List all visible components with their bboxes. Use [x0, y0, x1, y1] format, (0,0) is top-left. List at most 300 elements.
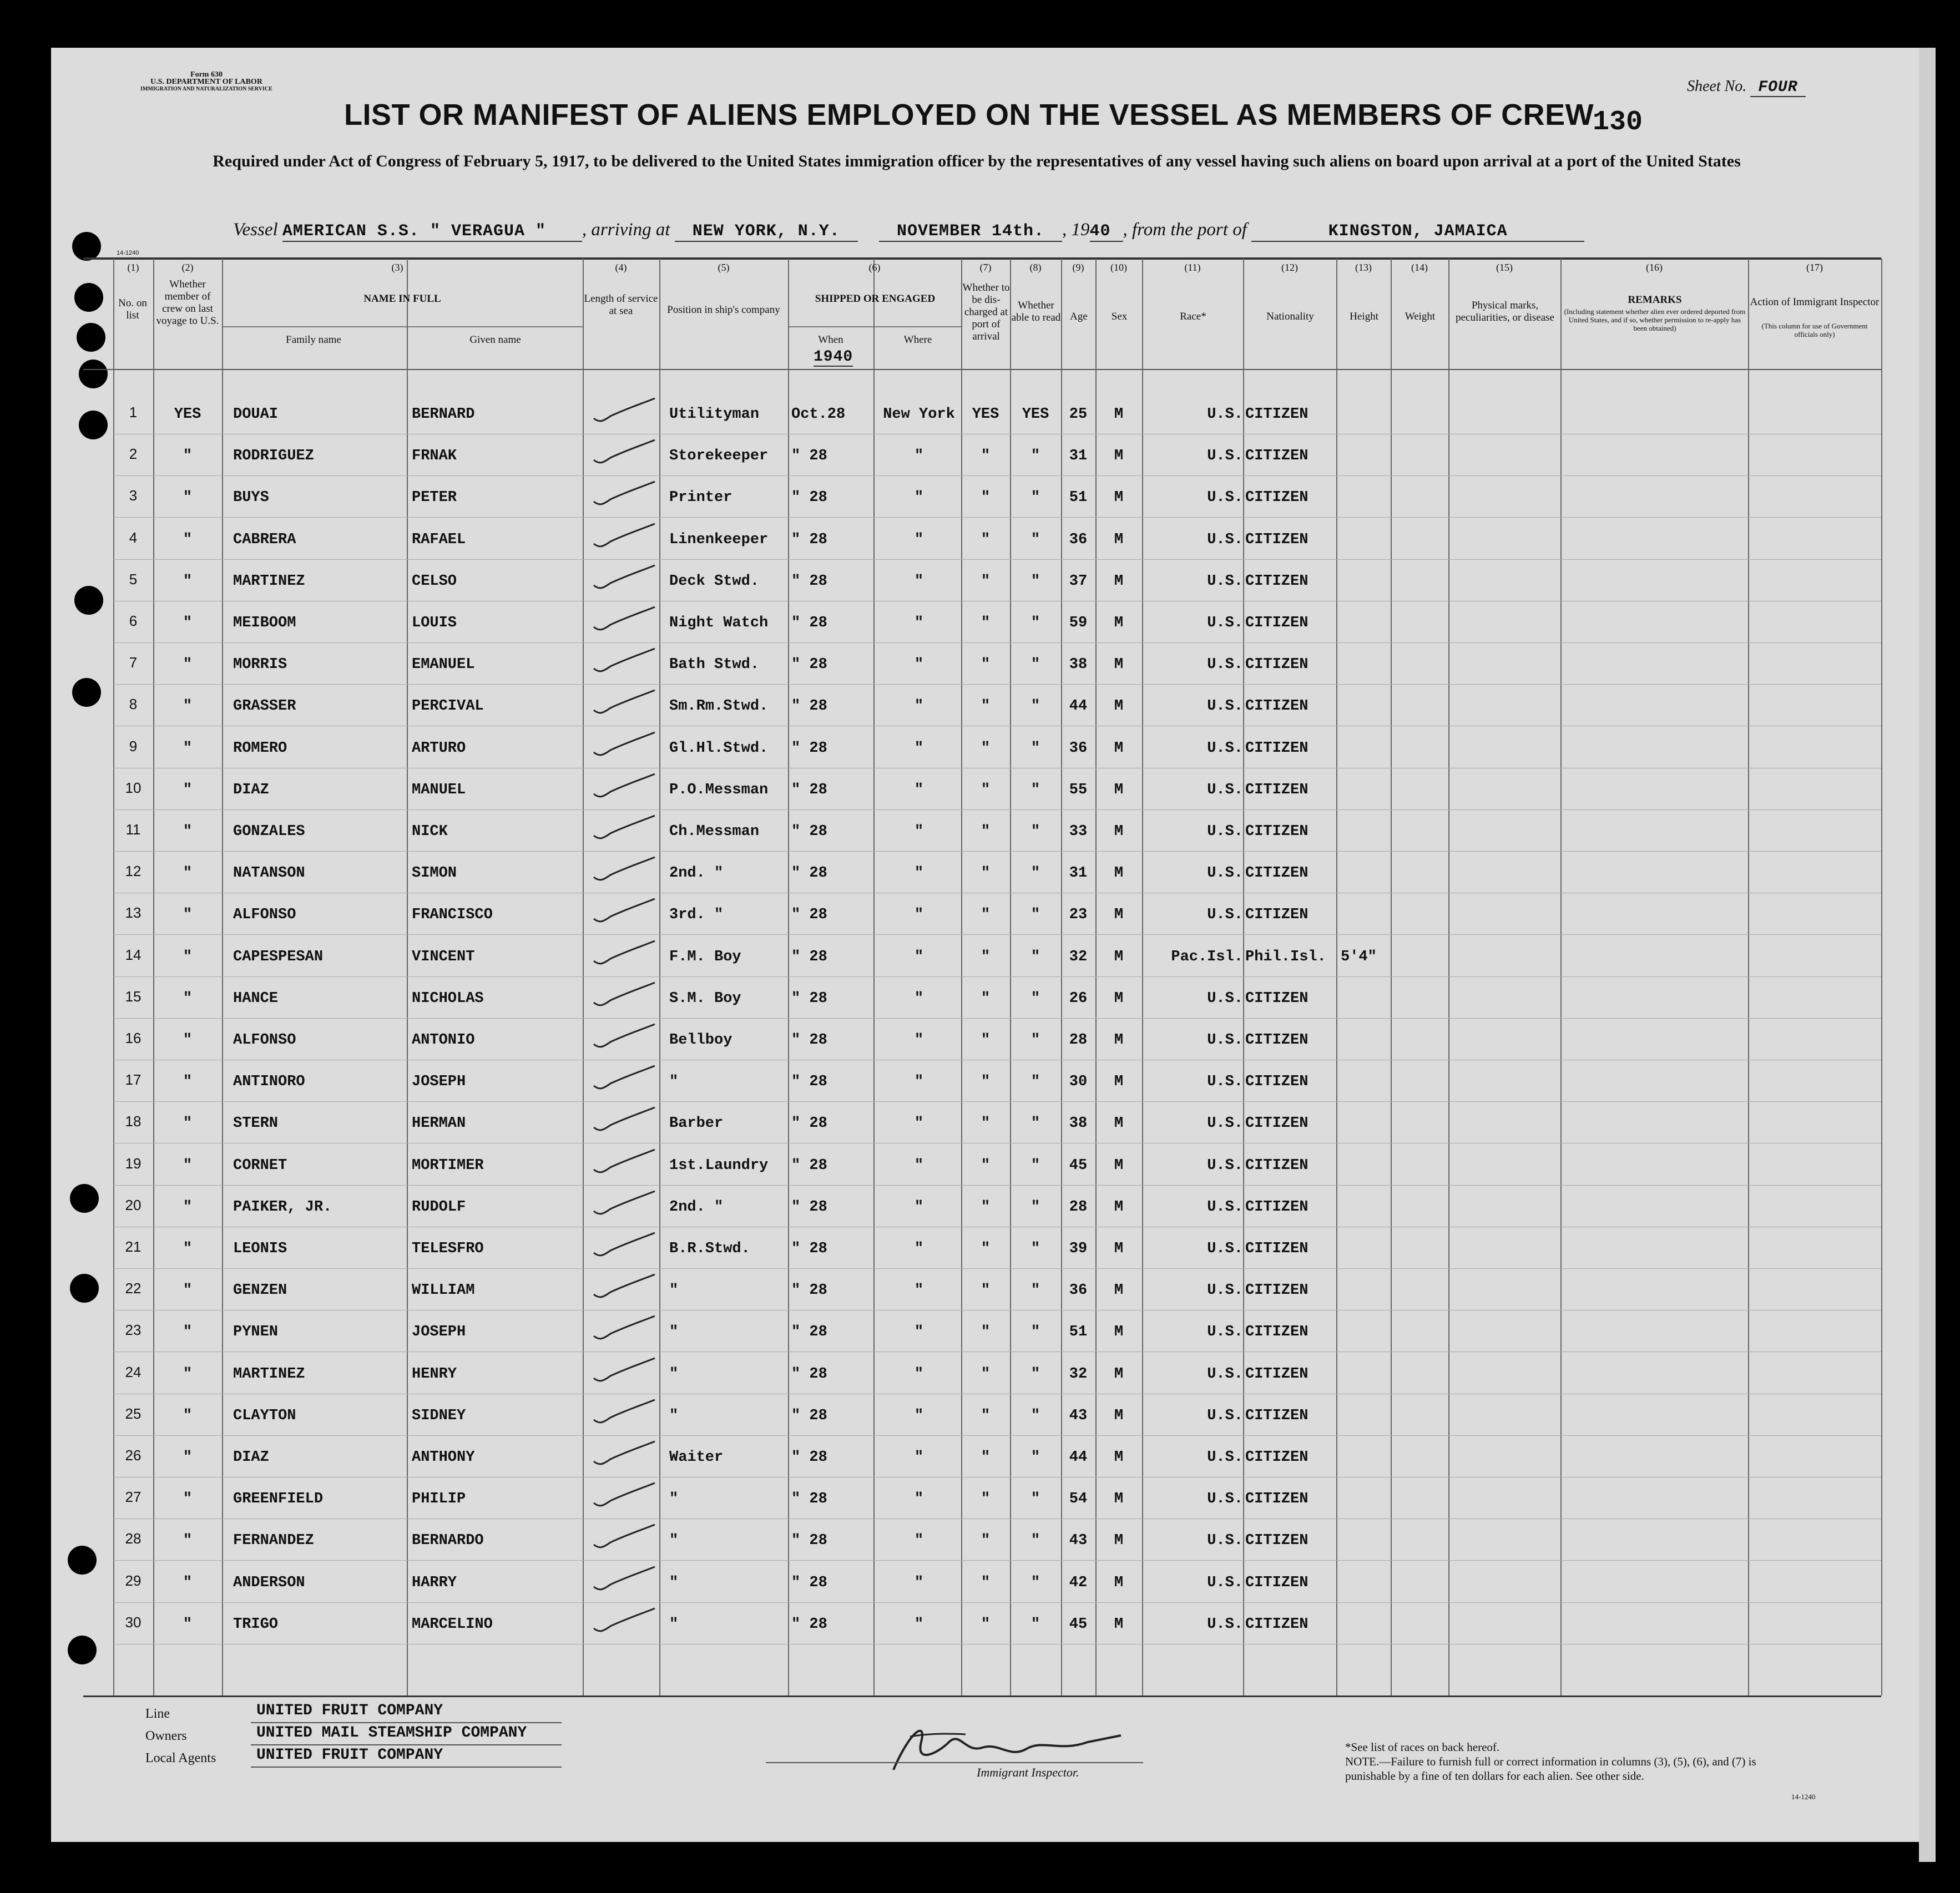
cell-sex: M [1114, 615, 1124, 631]
cell-age: 43 [1069, 1532, 1088, 1550]
cell-discharged: " [981, 1241, 991, 1257]
service-check-mark [588, 894, 660, 928]
sheet-value: FOUR [1750, 79, 1805, 97]
hdr-sex: Sex [1111, 311, 1128, 322]
cell-when-shipped: " 28 [791, 1032, 827, 1049]
cell-given-name: CELSO [412, 573, 457, 590]
form-id-block [123, 71, 290, 93]
cell-when-shipped: " 28 [791, 573, 827, 590]
cell-nationality: CITIZEN [1245, 865, 1309, 882]
cell-race: U.S. [1207, 1157, 1243, 1174]
name-sub-rule [222, 326, 583, 327]
cell-member-last-voyage: " [183, 823, 193, 840]
cell-given-name: HENRY [412, 1365, 457, 1383]
cell-position: " [669, 1407, 679, 1424]
vessel-row [233, 220, 1584, 242]
cell-member-last-voyage: " [183, 1032, 193, 1049]
row-number: 10 [125, 779, 142, 796]
cell-race: U.S. [1207, 573, 1243, 590]
column-divider [961, 259, 962, 1695]
vessel-label: Vessel [233, 220, 278, 240]
line-label: Line [145, 1707, 170, 1721]
cell-given-name: SIMON [412, 865, 457, 882]
row-number: 23 [125, 1322, 142, 1339]
owners-underline [251, 1744, 562, 1745]
service-check-mark [588, 1562, 660, 1596]
cell-position: Sm.Rm.Stwd. [669, 698, 769, 715]
cell-age: 31 [1069, 865, 1088, 882]
row-number: 21 [125, 1238, 142, 1255]
cell-sex: M [1114, 656, 1124, 674]
service-check-mark [588, 1061, 660, 1095]
cell-sex: M [1114, 1491, 1124, 1508]
cell-when-shipped: " 28 [791, 448, 827, 465]
cell-given-name: NICHOLAS [412, 990, 484, 1007]
cell-position: " [669, 1616, 679, 1633]
cell-sex: M [1114, 489, 1124, 507]
service-check-mark [588, 728, 660, 761]
cell-where-shipped: " [914, 740, 924, 757]
cell-sex: M [1114, 1198, 1124, 1216]
cell-where-shipped: " [914, 1407, 924, 1424]
cell-race: U.S. [1207, 448, 1243, 465]
cell-race: U.S. [1207, 489, 1243, 507]
cell-where-shipped: " [914, 1365, 924, 1383]
cell-discharged: " [981, 1074, 991, 1091]
cell-member-last-voyage: " [183, 1074, 193, 1091]
cell-discharged: " [981, 1324, 991, 1341]
cell-nationality: CITIZEN [1245, 656, 1309, 674]
cell-age: 38 [1069, 656, 1088, 674]
cell-nationality: CITIZEN [1245, 1115, 1309, 1132]
column-divider [1881, 259, 1882, 1695]
row-rule [113, 1268, 1881, 1269]
cell-nationality: CITIZEN [1245, 489, 1309, 507]
cell-family-name: BUYS [233, 489, 269, 507]
cell-discharged: " [981, 948, 991, 965]
cell-able-read: " [1030, 489, 1040, 507]
cell-member-last-voyage: " [183, 1115, 193, 1132]
service-check-mark [588, 519, 660, 553]
row-number: 22 [125, 1280, 142, 1297]
cell-nationality: CITIZEN [1245, 1324, 1309, 1341]
cell-age: 31 [1069, 448, 1088, 465]
cell-given-name: TELESFRO [412, 1241, 484, 1257]
cell-position: Bellboy [669, 1032, 733, 1049]
column-number: (9) [1072, 262, 1084, 273]
cell-where-shipped: " [914, 698, 924, 715]
cell-age: 36 [1069, 531, 1088, 548]
cell-age: 28 [1069, 1032, 1088, 1049]
column-number: (16) [1646, 262, 1663, 273]
cell-nationality: CITIZEN [1245, 573, 1309, 590]
cell-member-last-voyage: " [183, 865, 193, 882]
cell-age: 32 [1069, 948, 1088, 965]
cell-member-last-voyage: " [183, 1491, 193, 1508]
race-note: *See list of races on back hereof. [1345, 1740, 1500, 1754]
cell-race: U.S. [1207, 1032, 1243, 1049]
column-number: (7) [979, 262, 992, 273]
cell-able-read: " [1030, 1198, 1040, 1216]
hdr-height: Height [1350, 311, 1378, 322]
cell-when-shipped: " 28 [791, 823, 827, 840]
row-rule [113, 475, 1881, 476]
cell-sex: M [1114, 1115, 1124, 1132]
hdr-discharged: Whether to be dis- charged at port of arrival [962, 282, 1010, 342]
cell-when-shipped: " 28 [791, 1074, 827, 1091]
cell-position: P.O.Messman [669, 781, 769, 798]
cell-discharged: " [981, 573, 991, 590]
cell-given-name: FRANCISCO [412, 907, 493, 924]
cell-nationality: CITIZEN [1245, 823, 1309, 840]
cell-able-read: " [1030, 1532, 1040, 1550]
table-top-rule [83, 257, 1881, 260]
cell-family-name: MEIBOOM [233, 615, 296, 631]
page-title: LIST OR MANIFEST OF ALIENS EMPLOYED ON THE VESSEL AS MEMBERS OF CREW [344, 98, 1594, 131]
cell-sex: M [1114, 1032, 1124, 1049]
cell-sex: M [1114, 406, 1124, 423]
cell-age: 36 [1069, 740, 1088, 757]
service-name: IMMIGRATION AND NATURALIZATION SERVICE [140, 86, 272, 92]
cell-when-shipped: " 28 [791, 1282, 827, 1299]
cell-given-name: VINCENT [412, 948, 475, 965]
cell-where-shipped: " [914, 448, 924, 465]
cell-nationality: CITIZEN [1245, 1574, 1309, 1591]
cell-race: U.S. [1207, 615, 1243, 631]
cell-sex: M [1114, 865, 1124, 882]
hdr-name-in-full: NAME IN FULL [363, 293, 441, 305]
cell-position: " [669, 1282, 679, 1299]
service-check-mark [588, 770, 660, 803]
cell-where-shipped: " [914, 1074, 924, 1091]
hdr-nationality: Nationality [1266, 311, 1314, 322]
cell-family-name: ANTINORO [233, 1074, 305, 1091]
cell-when-shipped: " 28 [791, 1115, 827, 1132]
cell-discharged: " [981, 1449, 991, 1466]
cell-given-name: ARTURO [412, 740, 466, 757]
cell-when-shipped: " 28 [791, 740, 827, 757]
hdr-action-sub: (This column for use of Government officials only) [1761, 322, 1868, 338]
cell-given-name: MORTIMER [412, 1157, 484, 1174]
column-divider [583, 259, 584, 1695]
cell-position: F.M. Boy [669, 948, 741, 965]
cell-able-read: " [1030, 615, 1040, 631]
fine-note: NOTE.—Failure to furnish full or correct information in columns (3), (5), (6), and (7) is punishable by a fine of ten dollars for each alien. See other side. [1345, 1755, 1756, 1783]
cell-family-name: ALFONSO [233, 1032, 296, 1049]
cell-family-name: GRASSER [233, 698, 296, 715]
cell-where-shipped: New York [883, 406, 955, 423]
cell-age: 23 [1069, 907, 1088, 924]
column-divider [1448, 259, 1449, 1695]
column-number: (1) [127, 262, 139, 273]
cell-given-name: JOSEPH [412, 1324, 466, 1341]
cell-family-name: GONZALES [233, 823, 305, 840]
cell-given-name: ANTONIO [412, 1032, 475, 1049]
cell-nationality: CITIZEN [1245, 1616, 1309, 1633]
cell-position: Storekeeper [669, 448, 769, 465]
punch-hole [74, 283, 103, 312]
cell-position: " [669, 1365, 679, 1383]
cell-race: U.S. [1207, 1365, 1243, 1383]
department-name: U.S. DEPARTMENT OF LABOR [150, 78, 262, 86]
cell-given-name: FRNAK [412, 448, 457, 465]
row-number: 11 [125, 821, 141, 838]
cell-nationality: CITIZEN [1245, 1449, 1309, 1466]
cell-when-shipped: " 28 [791, 781, 827, 798]
cell-given-name: WILLIAM [412, 1282, 475, 1299]
cell-when-shipped: " 28 [791, 1449, 827, 1466]
cell-member-last-voyage: " [183, 781, 193, 798]
cell-age: 54 [1069, 1491, 1088, 1508]
column-number: (15) [1496, 262, 1513, 273]
agents-underline [251, 1767, 562, 1768]
hdr-given-name: Given name [469, 334, 521, 346]
column-divider [222, 259, 223, 1695]
row-number: 24 [125, 1363, 142, 1380]
cell-nationality: CITIZEN [1245, 531, 1309, 548]
cell-given-name: JOSEPH [412, 1074, 466, 1091]
cell-discharged: " [981, 781, 991, 798]
cell-family-name: RODRIGUEZ [233, 448, 314, 465]
cell-where-shipped: " [914, 1157, 924, 1174]
cell-position: " [669, 1574, 679, 1591]
cell-discharged: YES [972, 406, 999, 423]
cell-able-read: " [1030, 1241, 1040, 1257]
cell-family-name: ALFONSO [233, 907, 296, 924]
cell-where-shipped: " [914, 948, 924, 965]
cell-nationality: CITIZEN [1245, 1491, 1309, 1508]
service-check-mark [588, 644, 660, 677]
cell-age: 59 [1069, 615, 1088, 631]
cell-race: U.S. [1207, 1324, 1243, 1341]
cell-where-shipped: " [914, 489, 924, 507]
service-check-mark [588, 1520, 660, 1553]
service-check-mark [588, 561, 660, 594]
row-rule [113, 1185, 1881, 1186]
cell-nationality: CITIZEN [1245, 990, 1309, 1007]
cell-able-read: " [1030, 865, 1040, 882]
cell-when-shipped: " 28 [791, 1532, 827, 1550]
cell-age: 51 [1069, 489, 1088, 507]
cell-able-read: " [1030, 1491, 1040, 1508]
cell-where-shipped: " [914, 1282, 924, 1299]
cell-when-shipped: " 28 [791, 1574, 827, 1591]
cell-family-name: CORNET [233, 1157, 287, 1174]
from-port-label: , from the port of [1123, 220, 1247, 240]
cell-able-read: " [1030, 990, 1040, 1007]
inspector-signature-line [766, 1762, 1143, 1763]
service-check-mark [588, 603, 660, 636]
column-divider [1560, 259, 1562, 1695]
cell-age: 45 [1069, 1616, 1088, 1633]
cell-position: " [669, 1324, 679, 1341]
cell-given-name: HARRY [412, 1574, 457, 1591]
row-rule [113, 1101, 1881, 1102]
cell-sex: M [1114, 1074, 1124, 1091]
cell-given-name: MANUEL [412, 781, 466, 798]
cell-given-name: PERCIVAL [412, 698, 484, 715]
cell-height: 5'4" [1341, 948, 1377, 965]
cell-nationality: CITIZEN [1245, 615, 1309, 631]
row-rule [113, 1602, 1881, 1603]
cell-able-read: " [1030, 1574, 1040, 1591]
column-divider [1061, 259, 1062, 1695]
cell-race: U.S. [1207, 823, 1243, 840]
cell-sex: M [1114, 531, 1124, 548]
column-number: (3) [391, 262, 403, 273]
cell-given-name: MARCELINO [412, 1616, 493, 1633]
cell-sex: M [1114, 1574, 1124, 1591]
cell-position: Linenkeeper [669, 531, 769, 548]
cell-position: " [669, 1074, 679, 1091]
cell-position: Barber [669, 1115, 724, 1132]
cell-when-shipped: " 28 [791, 615, 827, 631]
cell-race: U.S. [1207, 1115, 1243, 1132]
hdr-age: Age [1070, 311, 1088, 322]
cell-sex: M [1114, 1616, 1124, 1633]
cell-discharged: " [981, 698, 991, 715]
service-check-mark [588, 394, 660, 427]
cell-member-last-voyage: " [183, 1449, 193, 1466]
cell-where-shipped: " [914, 1241, 924, 1257]
row-rule [113, 559, 1881, 560]
cell-discharged: " [981, 1532, 991, 1550]
cell-family-name: CLAYTON [233, 1407, 296, 1424]
cell-family-name: PAIKER, JR. [233, 1198, 332, 1216]
cell-member-last-voyage: " [183, 990, 193, 1007]
column-divider [1243, 259, 1244, 1695]
row-rule [113, 642, 1881, 643]
cell-able-read: " [1030, 656, 1040, 674]
hdr-member-last-voyage: Whether member of crew on last voyage to U.S. [156, 279, 219, 327]
cell-member-last-voyage: " [183, 1574, 193, 1591]
table-bottom-rule [83, 1695, 1881, 1697]
cell-sex: M [1114, 781, 1124, 798]
owners-label: Owners [145, 1729, 187, 1743]
arrival-year: 40 [1090, 222, 1123, 242]
cell-given-name: PHILIP [412, 1491, 466, 1508]
row-rule [113, 1560, 1881, 1561]
cell-able-read: " [1030, 1115, 1040, 1132]
cell-where-shipped: " [914, 865, 924, 882]
service-check-mark [588, 853, 660, 886]
cell-nationality: CITIZEN [1245, 1157, 1309, 1174]
page-subtitle: Required under Act of Congress of February 5, 1917, to be delivered to the United States immigration officer by the representatives of any vessel having such aliens on board upon arrival at a port of the United States [213, 152, 1741, 170]
row-number: 3 [129, 487, 138, 504]
cell-where-shipped: " [914, 1574, 924, 1591]
cell-where-shipped: " [914, 907, 924, 924]
row-number: 9 [129, 737, 138, 755]
cell-member-last-voyage: " [183, 656, 193, 674]
column-divider [873, 259, 875, 1695]
cell-member-last-voyage: " [183, 489, 193, 507]
cell-race: U.S. [1207, 1491, 1243, 1508]
cell-when-shipped: " 28 [791, 1198, 827, 1216]
vessel-name: AMERICAN S.S. " VERAGUA " [282, 222, 582, 242]
cell-able-read: " [1030, 1324, 1040, 1341]
cell-where-shipped: " [914, 823, 924, 840]
cell-family-name: DOUAI [233, 406, 279, 423]
cell-given-name: SIDNEY [412, 1407, 466, 1424]
cell-family-name: LEONIS [233, 1241, 287, 1257]
cell-position: S.M. Boy [669, 990, 741, 1007]
cell-given-name: RUDOLF [412, 1198, 466, 1216]
hdr-action-inspector: Action of Immigrant Inspector [1750, 296, 1880, 308]
hdr-remarks-sub: (Including statement whether alien ever ordered deported from United States, and if so, whether permission to re-apply has been obtained) [1564, 307, 1746, 332]
cell-when-shipped: " 28 [791, 948, 827, 965]
cell-family-name: GREENFIELD [233, 1491, 324, 1508]
cell-age: 37 [1069, 573, 1088, 590]
cell-where-shipped: " [914, 781, 924, 798]
cell-where-shipped: " [914, 531, 924, 548]
cell-race: U.S. [1207, 1407, 1243, 1424]
agents-value: UNITED FRUIT COMPANY [256, 1747, 443, 1764]
row-number: 15 [125, 988, 142, 1005]
hdr-race: Race* [1180, 311, 1206, 322]
row-rule [113, 809, 1881, 810]
cell-family-name: HANCE [233, 990, 279, 1007]
column-divider [1095, 259, 1097, 1695]
cell-discharged: " [981, 1365, 991, 1383]
row-number: 1 [129, 404, 138, 421]
sheet-label: Sheet No. [1687, 78, 1747, 95]
cell-given-name: LOUIS [412, 615, 457, 631]
header-bottom-rule [83, 369, 1881, 370]
cell-able-read: " [1030, 531, 1040, 548]
row-number: 20 [125, 1196, 142, 1213]
punch-hole [70, 1184, 99, 1213]
cell-sex: M [1114, 448, 1124, 465]
row-number: 17 [125, 1071, 142, 1089]
cell-nationality: Phil.Isl. [1245, 948, 1326, 965]
hdr-remarks: REMARKS [1628, 294, 1682, 306]
cell-sex: M [1114, 698, 1124, 715]
cell-age: 51 [1069, 1324, 1088, 1341]
cell-nationality: CITIZEN [1245, 1407, 1309, 1424]
cell-family-name: MARTINEZ [233, 1365, 305, 1383]
cell-where-shipped: " [914, 615, 924, 631]
cell-sex: M [1114, 1282, 1124, 1299]
column-number: (2) [181, 262, 194, 273]
cell-member-last-voyage: " [183, 740, 193, 757]
cell-discharged: " [981, 1032, 991, 1049]
cell-able-read: " [1030, 1616, 1040, 1633]
cell-given-name: NICK [412, 823, 448, 840]
row-number: 30 [125, 1613, 142, 1631]
row-rule [113, 934, 1881, 935]
page-edge [1919, 48, 1936, 1862]
cell-age: 45 [1069, 1157, 1088, 1174]
service-check-mark [588, 1437, 660, 1470]
hdr-physical-marks: Physical marks, peculiarities, or disease [1456, 300, 1554, 323]
service-check-mark [588, 1187, 660, 1220]
row-number: 19 [125, 1155, 142, 1172]
punch-hole [68, 1636, 97, 1664]
hdr-shipped-engaged: SHIPPED OR ENGAGED [815, 293, 936, 305]
service-check-mark [588, 1604, 660, 1637]
cell-race: Pac.Isl. [1171, 948, 1243, 965]
service-check-mark [588, 978, 660, 1011]
cell-family-name: STERN [233, 1115, 279, 1132]
cell-position: Bath Stwd. [669, 656, 760, 674]
cell-when-shipped: " 28 [791, 1491, 827, 1508]
cell-sex: M [1114, 990, 1124, 1007]
cell-age: 43 [1069, 1407, 1088, 1424]
cell-discharged: " [981, 489, 991, 507]
cell-where-shipped: " [914, 1449, 924, 1466]
hdr-where: Where [903, 334, 932, 346]
cell-when-shipped: " 28 [791, 865, 827, 882]
